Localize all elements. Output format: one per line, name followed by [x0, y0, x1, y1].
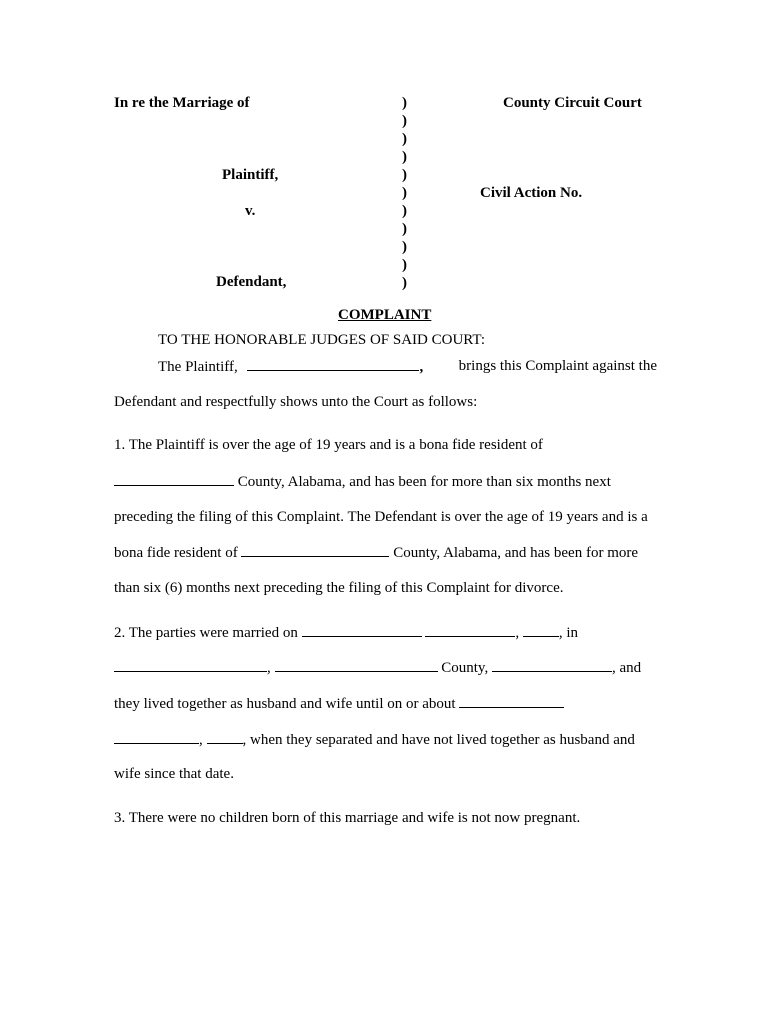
para2-line-2	[114, 658, 641, 677]
caption-paren: )	[402, 185, 407, 201]
document-title: COMPLAINT	[338, 307, 432, 323]
separation-month-blank[interactable]	[459, 694, 564, 708]
para2-line-1	[114, 623, 578, 642]
para2-comma: ,	[267, 660, 271, 676]
marriage-month-blank[interactable]	[302, 623, 422, 637]
plaintiff-county-blank[interactable]	[114, 472, 234, 486]
caption-paren: )	[402, 95, 407, 111]
court-name: County Circuit Court	[503, 95, 642, 111]
caption-paren: )	[402, 239, 407, 255]
intro-line-1	[158, 357, 423, 376]
caption-paren: )	[402, 275, 407, 291]
defendant-county-blank[interactable]	[241, 543, 389, 557]
para2-married-on: 2. The parties were married on	[114, 625, 298, 641]
separation-day-blank[interactable]	[114, 730, 199, 744]
plaintiff-name-blank[interactable]	[247, 357, 419, 371]
caption-paren: )	[402, 149, 407, 165]
civil-action-label: Civil Action No.	[480, 185, 583, 201]
marriage-year-blank[interactable]	[523, 623, 559, 637]
caption-paren: )	[402, 257, 407, 273]
marriage-county-blank[interactable]	[275, 658, 438, 672]
caption-paren: )	[402, 167, 407, 183]
intro-line-2: Defendant and respectfully shows unto the Court as follows:	[114, 394, 478, 410]
para1-line-4-start: bona fide resident of	[114, 545, 238, 561]
para2-line-3	[114, 694, 564, 713]
para2-comma: ,	[199, 732, 203, 748]
para3-line-1: 3. There were no children born of this marriage and wife is not now pregnant.	[114, 810, 581, 826]
para1-line-4	[114, 543, 638, 562]
para1-line-3: preceding the filing of this Complaint. The Defendant is over the age of 19 years and is a	[114, 509, 648, 525]
defendant-label: Defendant,	[216, 274, 287, 290]
salutation: TO THE HONORABLE JUDGES OF SAID COURT:	[158, 332, 485, 348]
para1-line-5: than six (6) months next preceding the filing of this Complaint for divorce.	[114, 580, 564, 596]
para2-separated: , when they separated and have not lived together as husband and	[242, 732, 635, 748]
caption-paren: )	[402, 113, 407, 129]
versus-label: v.	[245, 203, 256, 219]
marriage-day-blank[interactable]	[425, 623, 515, 637]
marriage-city-blank[interactable]	[114, 658, 267, 672]
para1-line-4-end: County, Alabama, and has been for more	[393, 545, 639, 561]
para2-line-4	[114, 730, 635, 749]
intro-plaintiff-text: The Plaintiff,	[158, 359, 238, 375]
plaintiff-label: Plaintiff,	[222, 167, 279, 183]
para1-line-1: 1. The Plaintiff is over the age of 19 years and is a bona fide resident of	[114, 437, 543, 453]
para2-in: , in	[558, 625, 578, 641]
caption-paren: )	[402, 203, 407, 219]
para2-comma: ,	[515, 625, 520, 641]
para1-line-2-text: County, Alabama, and has been for more than six months next	[237, 474, 611, 490]
separation-year-blank[interactable]	[207, 730, 243, 744]
para2-lived-together: they lived together as husband and wife until on or about	[114, 696, 456, 712]
marriage-label: In re the Marriage of	[114, 95, 250, 111]
para2-county: County,	[441, 660, 489, 676]
caption-paren: )	[402, 221, 407, 237]
marriage-state-blank[interactable]	[492, 658, 612, 672]
intro-line-1-end: brings this Complaint against the	[458, 358, 657, 374]
para2-and: , and	[611, 660, 642, 676]
para1-line-2	[114, 472, 611, 491]
intro-comma: ,	[419, 359, 424, 375]
para2-line-5: wife since that date.	[114, 766, 234, 782]
caption-paren: )	[402, 131, 407, 147]
